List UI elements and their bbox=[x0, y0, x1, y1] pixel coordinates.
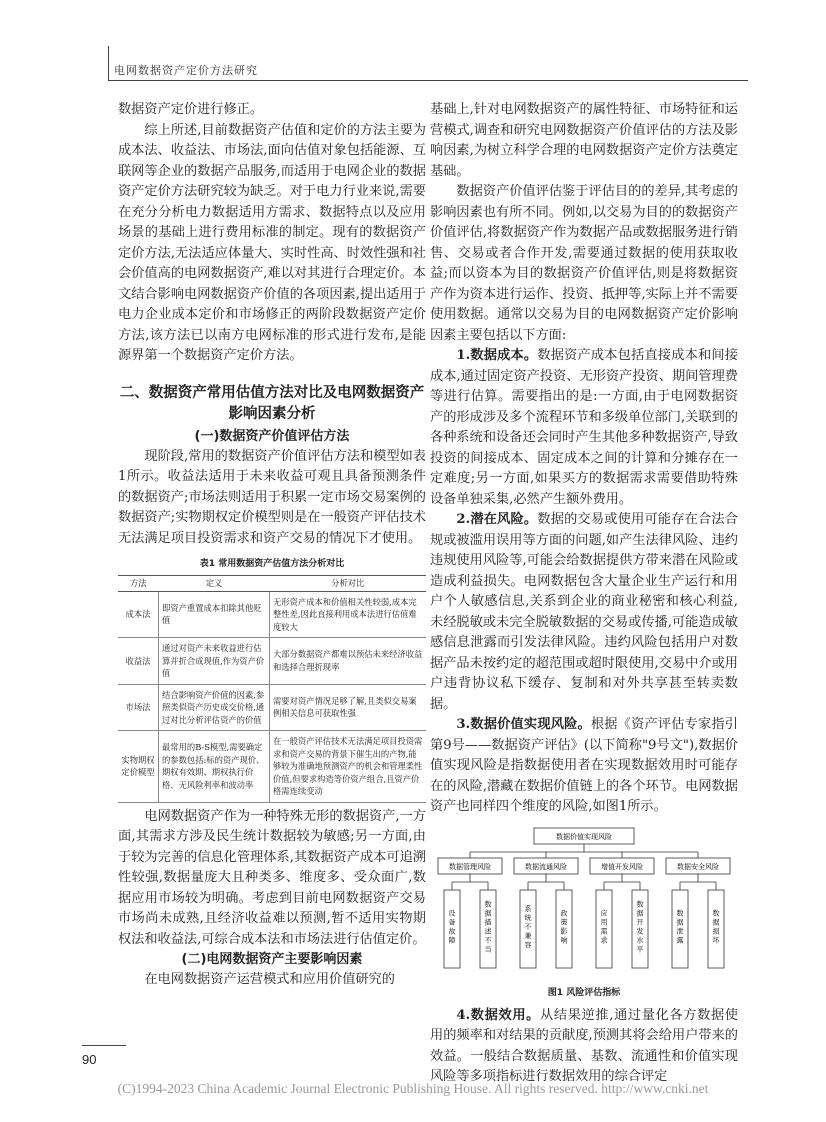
diagram-leaf-label: 数据泄露 bbox=[676, 909, 684, 944]
subsection-heading-1: (一)数据资产价值评估方法 bbox=[194, 428, 350, 444]
factor-1-label: 1.数据成本。 bbox=[456, 348, 538, 363]
analysis-cell: 在一般资产评估技术无法满足项目投资需求和资产交易的背景下催生出的产物,能够较为准确地预测资产的机会和管理柔性价值,但要求构造等价资产组合,且资产价格需连续变动 bbox=[270, 731, 427, 803]
subsection-heading-2: (二)电网数据资产主要影响因素 bbox=[181, 952, 363, 967]
table-row bbox=[118, 591, 426, 638]
right-paragraph-2: 数据资产价值评估鉴于评估目的的差异,其考虑的影响因素也有所不同。例如,以交易为目的的数据资产价值评估,将数据资产作为数据产品或数据服务进行销售、交易或者合作开发,需要通过数据的使用获取收益;而以资本为目的数据资产价值评估,则是将数据资产作为资本进行运作、投资、抵押等,实际上并不需要使用数据。通常以交易为目的电网数据资产定价影响因素主要包括以下方面: bbox=[430, 184, 738, 343]
diagram-leaf-label: 数据开发水平 bbox=[636, 900, 644, 953]
left-paragraph-1: 数据资产定价进行修正。 bbox=[118, 102, 264, 117]
running-header: 电网数据资产定价方法研究 bbox=[114, 64, 258, 77]
definition-cell: 结合影响资产价值的因素,参照类似资产历史成交价格,通过对比分析评估资产的价值 bbox=[159, 684, 270, 731]
definition-cell: 通过对资产未来收益进行估算并折合成现值,作为资产价值 bbox=[159, 638, 270, 685]
factor-4-text: 从结果逆推,通过量化各方数据使用的频率和对结果的贡献度,预测其将会给用户带来的效益。一般结合数据质量、基数、流通性和价值实现风险等多项指标进行数据效用的综合评定 bbox=[430, 1007, 738, 1084]
right-paragraph-3 bbox=[430, 346, 738, 510]
factor-3-text: 根据《资产评估专家指引第9号——数据资产评估》(以下简称"9号文"),数据价值实现风险是指数据使用者在实现数据效用时可能存在的风险,潜藏在数据价值链上的各个环节。电网数据资产也同样四个维度的风险,如图1所示。 bbox=[430, 717, 738, 814]
analysis-cell: 需要对资产情况足够了解,且类似交易案例相关信息可获取性强 bbox=[270, 684, 427, 731]
section-heading: 二、数据资产常用估值方法对比及电网数据资产影响因素分析 bbox=[119, 384, 425, 422]
method-cell: 收益法 bbox=[118, 638, 159, 685]
diagram-category-label: 数据安全风险 bbox=[677, 862, 719, 871]
table-header-row bbox=[118, 576, 426, 592]
analysis-cell: 无形资产成本和价值相关性较弱,成本完整性差,因此直接利用成本法进行估值难度较大 bbox=[270, 591, 427, 638]
right-paragraph-1: 基础上,针对电网数据资产的属性特征、市场特征和运营模式,调查和研究电网数据资产价值评估的方法及影响因素,为树立科学合理的电网数据资产定价方法奠定基础。 bbox=[430, 102, 738, 179]
header-rule bbox=[108, 80, 748, 81]
diagram-root-label: 数据价值实现风险 bbox=[556, 832, 612, 841]
definition-cell: 最常用的B-S模型,需要确定的参数包括:标的资产现价、期权有效期、期权执行价格、无风险利率和波动率 bbox=[159, 731, 270, 803]
left-paragraph-5: 在电网数据资产运营模式和应用价值研究的 bbox=[144, 972, 395, 987]
right-column bbox=[430, 100, 738, 1088]
method-cell: 成本法 bbox=[118, 591, 159, 638]
right-paragraph-4 bbox=[430, 510, 738, 715]
page-number: 90 bbox=[82, 1052, 97, 1067]
table-row bbox=[118, 638, 426, 685]
factor-2-text: 数据的交易或使用可能存在合法合规或被滥用误用等方面的问题,如产生法律风险、违约违规使用风险等,可能会给数据提供方带来潜在风险或造成利益损失。电网数据包含大量企业生产运行和用户个人敏感信息,关系到企业的商业秘密和核心利益,未经脱敏或未完全脱敏数据的交易或传播,可能造成敏感信息泄露而引发法律风险。违约风险包括用户对数据产品未按约定的超范围或超时限使用,交易中介或用户违背协议私下缓存、复制和对外共享甚至转卖数据。 bbox=[430, 512, 738, 712]
table-row bbox=[118, 684, 426, 731]
page-number-rule bbox=[82, 1045, 126, 1046]
definition-cell: 即资产重置成本扣除其他贬值 bbox=[159, 591, 270, 638]
right-paragraph-5 bbox=[430, 715, 738, 818]
diagram-leaf-label: 应用需求 bbox=[600, 909, 608, 944]
factor-2-label: 2.潜在风险。 bbox=[456, 512, 538, 527]
factor-4-label: 4.数据效用。 bbox=[456, 1007, 541, 1023]
diagram-leaf-label: 设备故障 bbox=[448, 909, 456, 944]
table-header-cell: 方法 bbox=[118, 576, 159, 592]
method-cell: 市场法 bbox=[118, 684, 159, 731]
table-header-cell: 分析对比 bbox=[270, 576, 427, 592]
risk-diagram bbox=[430, 824, 738, 984]
left-paragraph-3: 现阶段,常用的数据资产价值评估方法和模型如表1所示。收益法适用于未来收益可观且具备预测条件的数据资产;市场法则适用于积累一定市场交易案例的数据资产;实物期权定价模型则是在一般资产评估技术无法满足项目投资需求和资产交易的情况下才使用。 bbox=[118, 448, 426, 546]
diagram-leaf-label: 数据描述不当 bbox=[484, 900, 492, 953]
table-header-cell: 定义 bbox=[159, 576, 270, 592]
left-column bbox=[118, 100, 426, 991]
diagram-leaf-label: 政策影响 bbox=[560, 909, 568, 944]
header-vertical-rule bbox=[108, 46, 109, 80]
methods-table bbox=[118, 575, 426, 803]
diagram-category-label: 增值开发风险 bbox=[601, 862, 643, 871]
diagram-category-label: 数据流通风险 bbox=[525, 862, 567, 871]
factor-1-text: 数据资产成本包括直接成本和间接成本,通过固定资产投资、无形资产投资、期间管理费等进行估算。需要指出的是:一方面,由于电网数据资产的形成涉及多个流程环节和多级单位部门,关联到的各种系统和设备还会同时产生其他多种数据资产,导致投资的间接成本、固定成本之间的计算和分摊存在一定难度;另一方面,如果买方的数据需求需要借助特殊设备单独采集,必然产生额外费用。 bbox=[430, 348, 738, 507]
diagram-leaf-label: 数据损坏 bbox=[712, 909, 720, 944]
right-paragraph-6 bbox=[430, 1006, 738, 1088]
figure-caption: 图1 风险评估指标 bbox=[547, 987, 621, 998]
left-paragraph-2: 综上所述,目前数据资产估值和定价的方法主要为成本法、收益法、市场法,面向估值对象包括能源、互联网等企业的数据产品服务,而适用于电网企业的数据资产定价方法研究较为缺乏。对于电力行业来说,需要在充分分析电力数据适用方需求、数据特点以及应用场景的基础上进行费用标准的制定。现有的数据资产定价方法,无法适应体量大、实时性高、时效性强和社会价值高的电网数据资产,难以对其进行合理定价。本文结合影响电网数据资产价值的各项因素,提出适用于电力企业成本定价和市场修正的两阶段数据资产定价方法,该方法已以南方电网标准的形式进行发布,是能源界第一个数据资产定价方法。 bbox=[118, 122, 426, 363]
factor-3-label: 3.数据价值实现风险。 bbox=[456, 717, 591, 732]
left-paragraph-4: 电网数据资产作为一种特殊无形的数据资产,一方面,其需求方涉及民生统计数据较为敏感;另一方面,由于较为完善的信息化管理体系,其数据资产成本可追溯性较强,数据量庞大且种类多、维度多、受众面广,数据应用市场较为明确。考虑到目前电网数据资产交易市场尚未成熟,且经济收益难以预测,暂不适用实物期权法和收益法,可综合成本法和市场法进行估值定价。 bbox=[118, 808, 426, 947]
copyright-footer: (C)1994-2023 China Academic Journal Electronic Publishing House. All rights reserved. http://www.cnki.net bbox=[117, 1081, 709, 1096]
diagram-category-label: 数据管理风险 bbox=[449, 862, 491, 871]
table-caption: 表1 常用数据资产估值方法分析对比 bbox=[199, 559, 345, 569]
table-row bbox=[118, 731, 426, 803]
diagram-leaf-label: 系统不兼容 bbox=[524, 904, 532, 949]
analysis-cell: 大部分数据资产都难以预估未来经济收益和选择合理折现率 bbox=[270, 638, 427, 685]
method-cell: 实物期权定价模型 bbox=[118, 731, 159, 803]
